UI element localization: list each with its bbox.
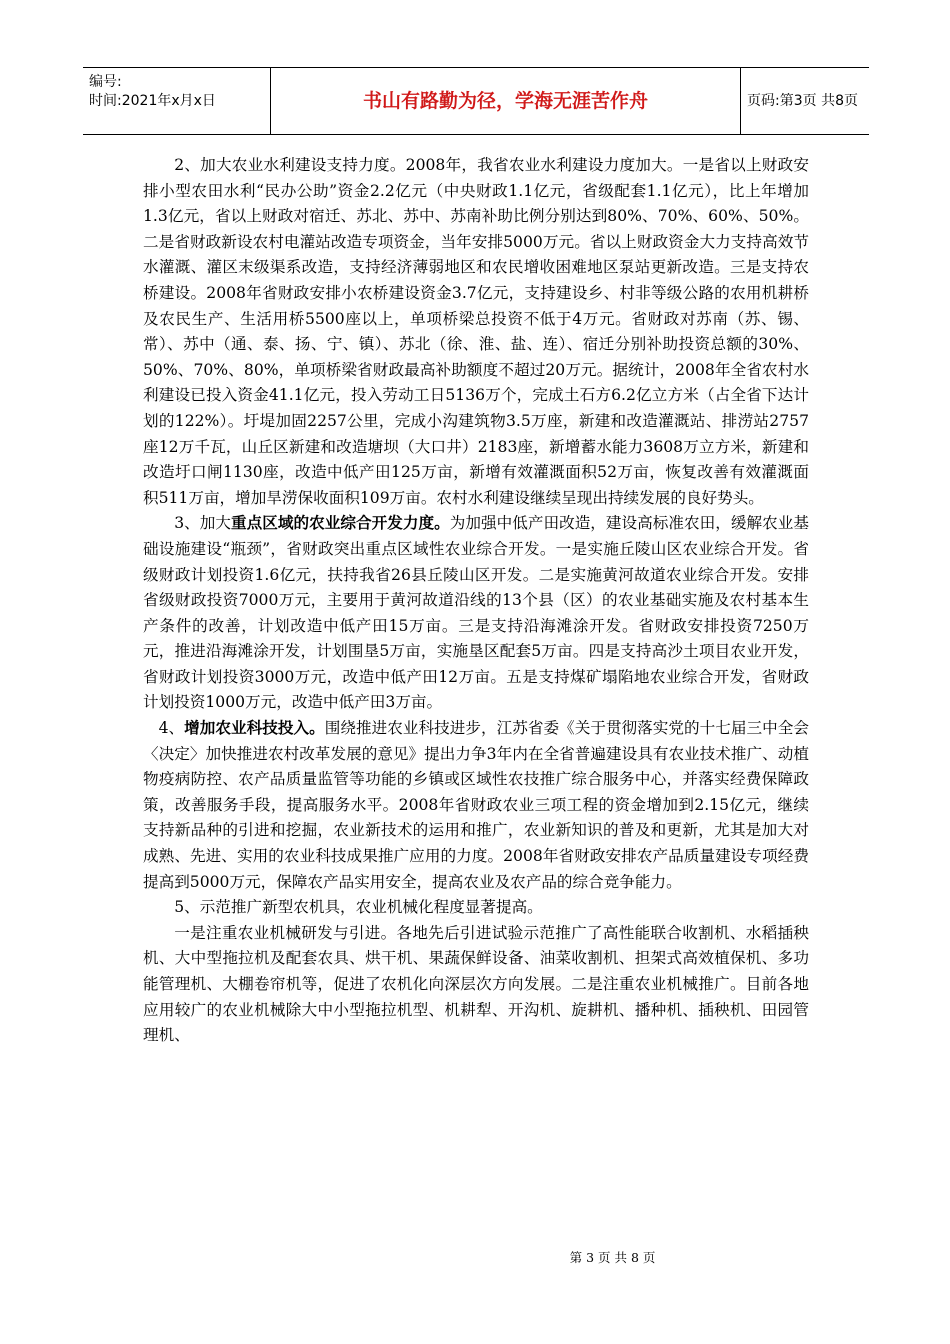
paragraph-machinery-detail: 一是注重农业机械研发与引进。各地先后引进试验示范推广了高性能联合收割机、水稻插秧机、大中型拖拉机及配套农具、烘干机、果蔬保鲜设备、油菜收割机、担架式高效植保机、多功能管理机、大棚卷帘机等，促进了农机化向深层次方向发展。二是注重农业机械推广。目前各地应用较广的农业机械除大中小型拖拉机型、机耕犁、开沟机、旋耕机、播种机、插秧机、田园管理机、 — [143, 923, 809, 1045]
paragraph-text: 围绕推进农业科技进步，江苏省委《关于贯彻落实党的十七届三中全会〈决定〉加快推进农村改革发展的意见》提出力争3年内在全省普遍建设具有农业技术推广、动植物疫病防控、农产品质量监管等功能的乡镇或区域性农技推广综合服务中心，并落实经费保障政策，改善服务手段，提高服务水平。2008年省财政农业三项工程的资金增加到2.15亿元，继续支持新品种的引进和挖掘，农业新技术的运用和推广，农业新知识的普及和更新，尤其是加大对成熟、先进、实用的农业科技成果推广应用的力度。2008年省财政安排农产品质量建设专项经费提高到5000万元，保障农产品实用安全，提高农业及农产品的综合竞争能力。 — [143, 719, 809, 891]
paragraph-agri-technology — [143, 716, 809, 895]
paragraph-water-conservancy: 2、加大农业水利建设支持力度。2008年，我省农业水利建设力度加大。一是省以上财政安排小型农田水利“民办公助”资金2.2亿元（中央财政1.1亿元，省级配套1.1亿元），比上年增加1.3亿元，省以上财政对宿迁、苏北、苏中、苏南补助比例分别达到80%、70%、60%、50%。二是省财政新设农村电灌站改造专项资金，当年安排5000万元。省以上财政资金大力支持高效节水灌溉、灌区末级渠系改造，支持经济薄弱地区和农民增收困难地区泵站更新改造。三是支持农桥建设。2008年省财政安排小农桥建设资金3.7亿元，支持建设乡、村非等级公路的农用机耕桥及农民生产、生活用桥5500座以上，单项桥梁总投资不低于4万元。省财政对苏南（苏、锡、常）、苏中（通、泰、扬、宁、镇）、苏北（徐、淮、盐、连）、宿迁分别补助投资总额的30%、50%、70%、80%，单项桥梁省财政最高补助额度不超过20万元。据统计，2008年全省农村水利建设已投入资金41.1亿元，投入劳动工日5136万个，完成土石方6.2亿立方米（占全省下达计划的122%）。圩堤加固2257公里，完成小沟建筑物3.5万座，新建和改造灌溉站、排涝站2757座12万千瓦，山丘区新建和改造塘坝（大口井）2183座，新增蓄水能力3608万立方米，新建和改造圩口闸1130座，改造中低产田125万亩，新增有效灌溉面积52万亩，恢复改善有效灌溉面积511万亩，增加旱涝保收面积109万亩。农村水利建设继续呈现出持续发展的良好势头。 — [143, 156, 809, 507]
time-label: 时间:2021年x月x日 — [89, 93, 216, 109]
paragraph-heading-bold: 重点区域的农业综合开发力度。 — [231, 514, 450, 533]
paragraph-regional-development — [143, 511, 809, 716]
header-motto: 书山有路勤为径，学海无涯苦作舟 — [271, 68, 741, 134]
header-page-label: 页码:第3页 共8页 — [747, 93, 858, 109]
number-label: 编号: — [89, 74, 122, 90]
paragraph-machinery-heading: 5、示范推广新型农机具，农业机械化程度显著提高。 — [174, 898, 543, 917]
paragraph-heading-bold: 增加农业科技投入。 — [184, 719, 325, 738]
page-footer: 第 3 页 共 8 页 — [569, 1250, 656, 1265]
paragraph-lead: 4、 — [158, 719, 185, 738]
paragraph-text: 为加强中低产田改造，建设高标准农田，缓解农业基础设施建设“瓶颈”，省财政突出重点区域性农业综合开发。一是实施丘陵山区农业综合开发。省级财政计划投资1.6亿元，扶持我省26县丘陵山区开发。二是实施黄河故道农业综合开发。安排省级财政投资7000万元，主要用于黄河故道沿线的13个县（区）的农业基础实施及农村基本生产条件的改善，计划改造中低产田15万亩。三是支持沿海滩涂开发。省财政安排投资7250万元，推进沿海滩涂开发，计划围垦5万亩，实施垦区配套5万亩。四是支持高沙土项目农业开发，省财政计划投资3000万元，改造中低产田12万亩。五是支持煤矿塌陷地农业综合开发，省财政计划投资1000万元，改造中低产田3万亩。 — [143, 514, 809, 712]
header-meta-cell — [83, 68, 271, 134]
paragraph-lead: 3、加大 — [174, 514, 232, 533]
page-header — [83, 67, 869, 135]
document-body — [143, 153, 809, 1049]
